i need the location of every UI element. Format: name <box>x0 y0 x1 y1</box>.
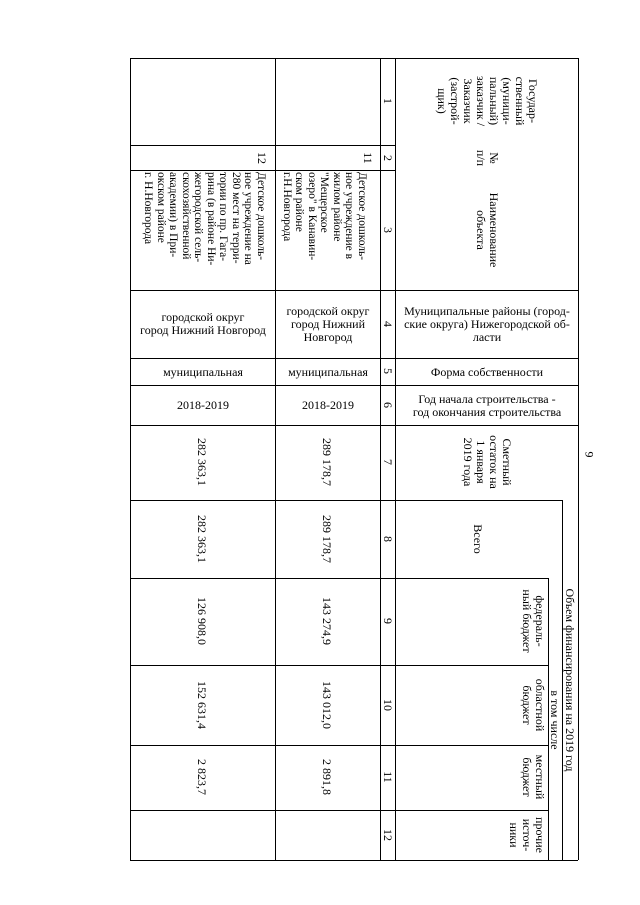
header-regional: областной бюджет <box>520 678 547 732</box>
row-total: 282 363,1 <box>195 515 210 563</box>
header-district: Муниципальные районы (город- ские округа) Нижегородской об- ласти <box>404 303 570 344</box>
col-number-10: 10 <box>381 699 396 711</box>
col-number-4: 4 <box>381 321 396 327</box>
row-balance: 282 363,1 <box>195 438 210 486</box>
col-number-3: 3 <box>381 227 396 233</box>
header-total: Всего <box>471 524 486 554</box>
header-federal: федераль- ный бюджет <box>520 589 547 653</box>
row-local: 2 891,8 <box>320 759 335 795</box>
row-years: 2018-2019 <box>302 398 354 412</box>
header-balance: Сметный остаток на 1 января 2019 года <box>461 435 514 489</box>
row-district: городской округ город Нижний Новгород <box>140 310 266 337</box>
row-number: 12 <box>255 152 270 164</box>
header-local: местный бюджет <box>520 754 547 800</box>
row-regional: 143 012,0 <box>320 681 335 729</box>
col-number-11: 11 <box>381 771 396 783</box>
row-name: Детское дошколь- ное учреждение на 280 мест на терри- тории по пр. Гага- рина (в районе Ни- жегородской сель- скохозяйственной академии) в При- окском районе г. Н.Новгорода <box>142 172 267 266</box>
row-customer <box>277 61 377 141</box>
row-federal: 126 908,0 <box>195 597 210 645</box>
row-other <box>192 811 212 859</box>
row-ownership: муниципальная <box>288 364 368 379</box>
row-regional: 152 631,4 <box>195 681 210 729</box>
header-other: прочие источ- ники <box>507 817 547 853</box>
header-years: Год начала строительства - год окончания строительства <box>412 391 562 419</box>
row-federal: 143 274,9 <box>320 597 335 645</box>
row-other <box>317 811 337 859</box>
row-district: городской округ город Нижний Новгород <box>286 303 370 344</box>
col-number-9: 9 <box>381 618 396 624</box>
header-customer: Государ- ственный (муници- пальный) заказчик / Заказчик (застрой- щик) <box>435 75 540 127</box>
col-number-1: 1 <box>381 98 396 104</box>
row-local: 2 823,7 <box>195 759 210 795</box>
row-years: 2018-2019 <box>177 398 229 412</box>
header-number: № п/п <box>474 149 501 167</box>
header-name: Наименование объекта <box>474 192 501 268</box>
row-number: 11 <box>361 152 376 164</box>
col-number-12: 12 <box>381 829 396 841</box>
col-number-8: 8 <box>381 536 396 542</box>
col-number-2: 2 <box>381 155 396 161</box>
header-financing: Объем финансирования на 2019 год <box>563 588 578 772</box>
row-customer <box>132 61 272 141</box>
col-number-6: 6 <box>381 402 396 408</box>
row-total: 289 178,7 <box>320 515 335 563</box>
row-name: Детское дошколь- ное учреждение в жилом районе "Мещерское озеро" в Канавин- ском районе г.Н.Новгорода <box>281 172 368 261</box>
col-number-7: 7 <box>381 459 396 465</box>
header-including: в том числе <box>548 690 563 750</box>
page-number: 9 <box>582 451 597 458</box>
col-number-5: 5 <box>381 368 396 374</box>
row-balance: 289 178,7 <box>320 438 335 486</box>
row-ownership: муниципальная <box>163 364 243 379</box>
header-ownership: Форма собственности <box>430 364 544 379</box>
